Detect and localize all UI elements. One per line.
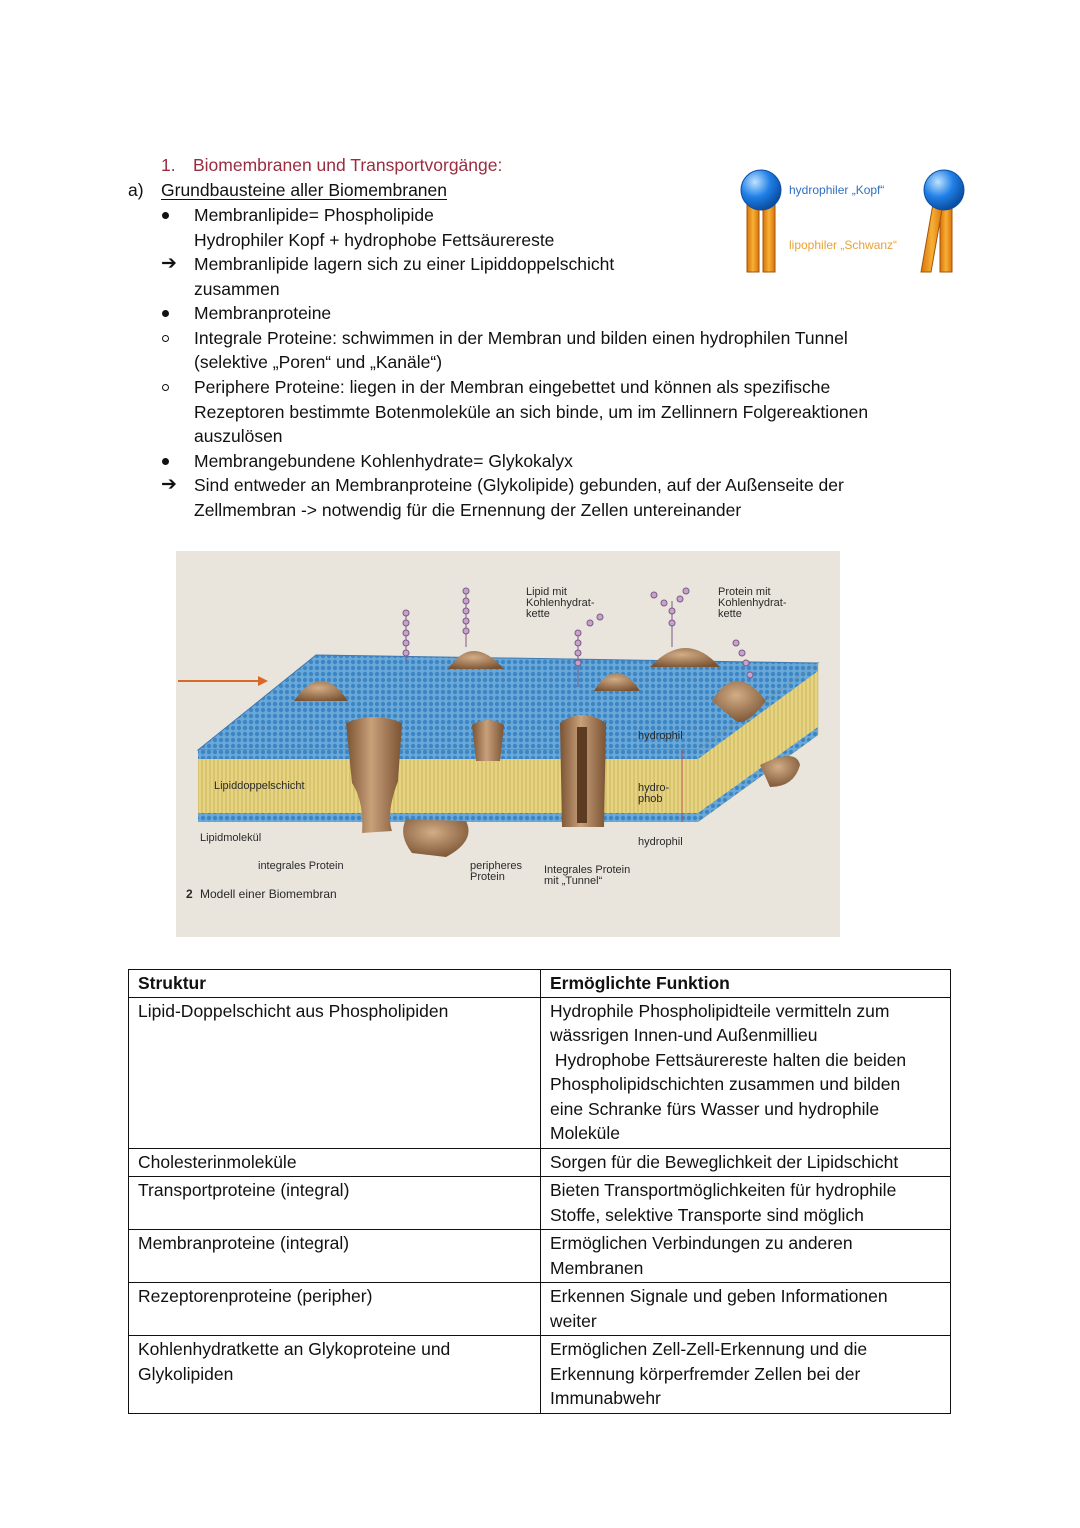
- fig-caption-number: 2: [186, 887, 193, 901]
- text-line-10: auszulösen: [194, 426, 283, 446]
- structure-cell: [129, 1230, 541, 1283]
- text-line-13: Zellmembran -> notwendig für die Ernennung der Zellen untereinander: [194, 500, 742, 520]
- subsection-title: Grundbausteine aller Biomembranen: [161, 180, 447, 200]
- phospholipid-bent-icon: [921, 170, 964, 272]
- fig-label-integrales-protein: integrales Protein: [258, 860, 344, 872]
- function-cell-line: Moleküle: [550, 1123, 621, 1143]
- text-line-5: Membranproteine: [194, 303, 332, 323]
- table-row: [129, 1336, 951, 1414]
- function-cell: [541, 1230, 951, 1283]
- text-line-4: zusammen: [194, 279, 280, 299]
- bullet-dot-icon: [162, 458, 169, 465]
- membrane-figure: [176, 551, 840, 937]
- structure-cell-line: Lipid-Doppelschicht aus Phospholipiden: [138, 1000, 449, 1021]
- bullet-circle-icon: [162, 335, 169, 342]
- structure-cell-line: Transportproteine (integral): [138, 1180, 350, 1200]
- text-line-6: Integrale Proteine: schwimmen in der Membran und bilden einen hydrophilen Tunnel: [194, 328, 848, 348]
- arrow-right-icon: ➔: [161, 474, 177, 495]
- function-cell: [541, 1283, 951, 1336]
- arrow-right-icon: ➔: [161, 253, 177, 274]
- fig-label-lipid-chain: Lipid mit Kohlenhydrat-kette: [526, 586, 595, 620]
- fig-label-peripheres-protein: peripheres Protein: [470, 860, 522, 883]
- fig-label-hydrophil-bottom: hydrophil: [638, 836, 683, 848]
- table-row: [129, 1283, 951, 1336]
- structure-cell-line: Glykolipiden: [138, 1363, 234, 1384]
- structure-cell-line: Kohlenhydratkette an Glykoproteine und: [138, 1339, 451, 1359]
- structure-cell-line: Rezeptorenproteine (peripher): [138, 1286, 373, 1306]
- function-cell: [541, 1177, 951, 1230]
- function-cell: [541, 1336, 951, 1414]
- text-line-9: Rezeptoren bestimmte Botenmoleküle an sich binde, um im Zellinnern Folgereaktionen: [194, 402, 869, 422]
- table-row: [129, 997, 951, 1148]
- function-cell-line: eine Schranke fürs Wasser und hydrophile: [550, 1098, 880, 1119]
- text-line-2: Hydrophiler Kopf + hydrophobe Fettsäurereste: [194, 230, 555, 250]
- function-cell-line: Immunabwehr: [550, 1388, 661, 1408]
- table-header-function: Ermöglichte Funktion: [541, 970, 951, 998]
- structure-cell: [129, 1148, 541, 1177]
- bullet-circle-icon: [162, 384, 169, 391]
- bullet-dot-icon: [162, 310, 169, 317]
- table-row: [129, 1230, 951, 1283]
- fig-label-protein-chain: Protein mit Kohlenhydrat-kette: [718, 586, 787, 620]
- section-title: Biomembranen und Transportvorgänge:: [193, 155, 503, 175]
- table-header-row: [129, 970, 951, 998]
- phospholipid-straight-icon: [741, 170, 781, 272]
- fig-label-tunnel: Integrales Protein mit „Tunnel“: [544, 864, 631, 887]
- bullet-dot-icon: [162, 212, 169, 219]
- structure-cell: [129, 997, 541, 1148]
- phospholipid-legend: [735, 166, 975, 278]
- function-cell: [541, 1148, 951, 1177]
- structure-cell-line: Membranproteine (integral): [138, 1233, 350, 1253]
- section-number: 1.: [161, 155, 176, 175]
- function-cell-line: Erkennen Signale und geben Informationen: [550, 1286, 888, 1306]
- function-cell-line: Sorgen für die Beweglichkeit der Lipidschicht: [550, 1151, 899, 1172]
- table-header-structure: Struktur: [129, 970, 541, 998]
- function-cell-line: Erkennung körperfremder Zellen bei der: [550, 1363, 861, 1384]
- function-cell: [541, 997, 951, 1148]
- text-line-11: Membrangebundene Kohlenhydrate= Glykokalyx: [194, 451, 573, 471]
- function-cell-line: weiter: [550, 1310, 597, 1331]
- structure-cell-line: Cholesterinmoleküle: [138, 1151, 297, 1172]
- text-line-3: Membranlipide lagern sich zu einer Lipiddoppelschicht: [194, 254, 615, 274]
- table-row: [129, 1148, 951, 1177]
- structure-cell: [129, 1336, 541, 1414]
- subsection-label: a): [128, 180, 144, 200]
- function-cell-line: Membranen: [550, 1257, 644, 1278]
- structure-cell: [129, 1177, 541, 1230]
- text-line-12: Sind entweder an Membranproteine (Glykolipide) gebunden, auf der Außenseite der: [194, 475, 844, 495]
- function-cell-line: Hydrophobe Fettsäurereste halten die beiden: [550, 1049, 907, 1070]
- fig-label-lipiddoppelschicht: Lipiddoppelschicht: [214, 780, 305, 792]
- function-cell-line: wässrigen Innen-und Außenmillieu: [550, 1025, 818, 1045]
- fig-label-lipidmolekuel: Lipidmolekül: [200, 832, 262, 844]
- text-line-8: Periphere Proteine: liegen in der Membran eingebettet und können als spezifische: [194, 377, 831, 397]
- structure-cell: [129, 1283, 541, 1336]
- function-cell-line: Stoffe, selektive Transporte sind möglich: [550, 1204, 864, 1225]
- fig-caption: Modell einer Biomembran: [200, 887, 337, 901]
- structure-function-table: [128, 969, 951, 1414]
- function-cell-line: Phospholipidschichten zusammen und bilden: [550, 1074, 901, 1094]
- table-row: [129, 1177, 951, 1230]
- fig-label-hydrophil-top: hydrophil: [638, 730, 683, 742]
- tail-label: lipophiler „Schwanz“: [789, 238, 898, 252]
- function-cell-line: Ermöglichen Verbindungen zu anderen: [550, 1233, 853, 1253]
- head-label: hydrophiler „Kopf“: [789, 183, 885, 197]
- text-line-7: (selektive „Poren“ und „Kanäle“): [194, 352, 443, 372]
- function-cell-line: Ermöglichen Zell-Zell-Erkennung und die: [550, 1339, 868, 1359]
- text-line-1: Membranlipide= Phospholipide: [194, 205, 434, 225]
- function-cell-line: Hydrophile Phospholipidteile vermitteln zum: [550, 1000, 890, 1021]
- fig-label-hydrophob: hydro-phob: [638, 782, 670, 805]
- function-cell-line: Bieten Transportmöglichkeiten für hydrophile: [550, 1180, 897, 1200]
